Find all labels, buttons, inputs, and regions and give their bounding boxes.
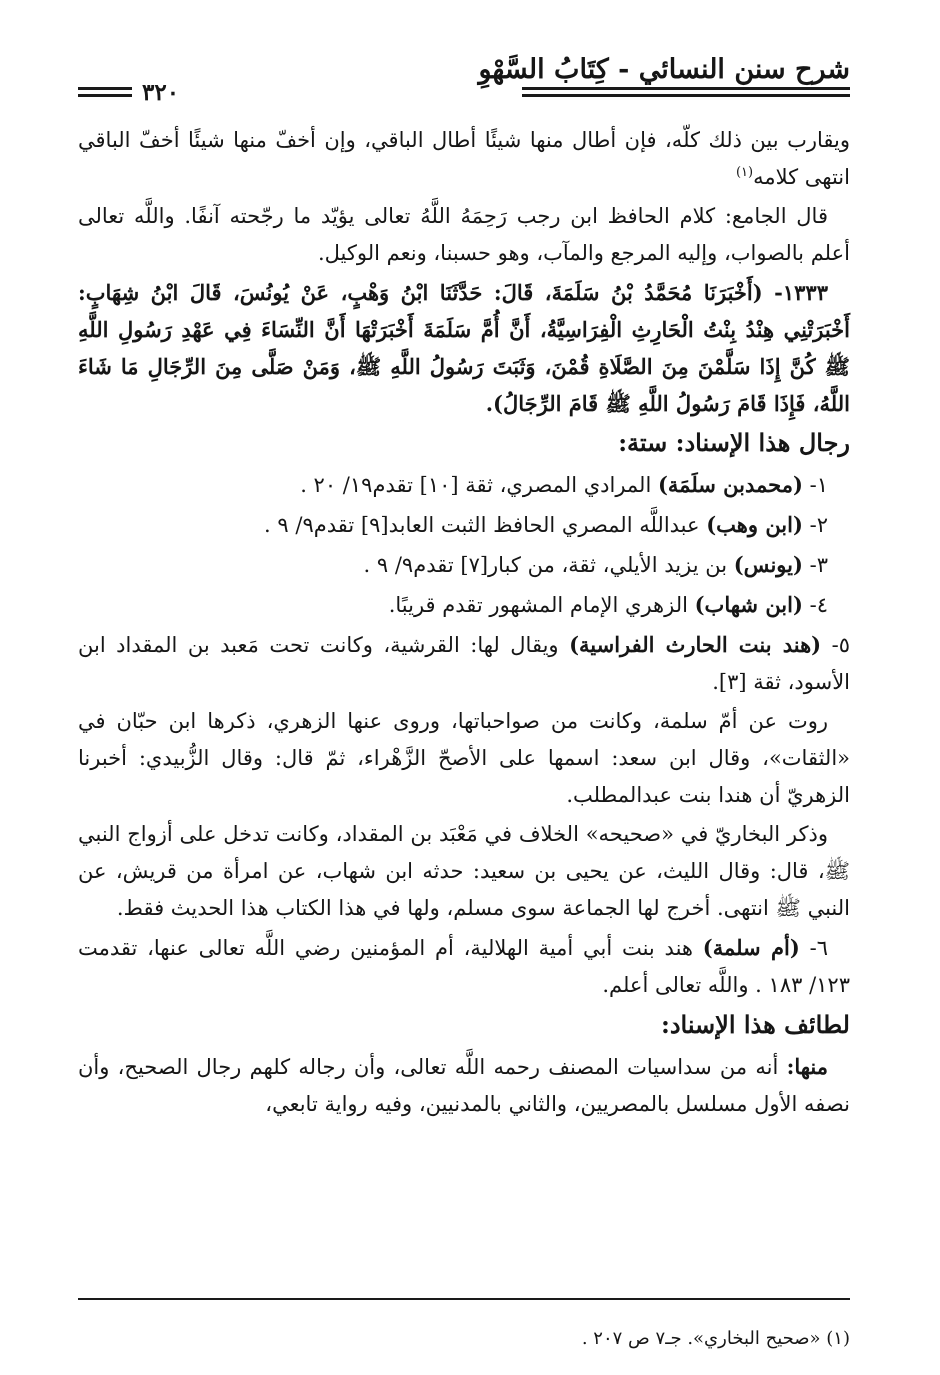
page-body <box>78 122 850 1125</box>
footnote-marker: (١) <box>735 165 754 180</box>
footnote-separator <box>78 1298 850 1300</box>
header-rule-top <box>522 87 850 90</box>
narrator-name: (محمدبن سلَمَة) <box>657 472 803 497</box>
narrator-name: (ابن شهاب) <box>694 592 803 617</box>
narrator-entry <box>78 546 850 584</box>
footnote: (١) «صحيح البخاري». جـ٧ ص ٢٠٧ . <box>581 1328 850 1349</box>
paragraph <box>78 122 850 196</box>
narrator-name: (أم سلمة) <box>702 935 800 960</box>
paragraph-text: أنه من سداسيات المصنف رحمه اللَّه تعالى، وأن رجاله كلهم رجال الصحيح، وأن نصفه الأول مسلسل بالمصريين، والثاني بالمدنيين، وفيه رواية تابعي، <box>78 1055 850 1116</box>
book-page <box>78 42 850 1349</box>
narrator-entry <box>78 586 850 624</box>
page-number: ٣٢٠ <box>142 79 180 106</box>
narrator-name: (ابن وهب) <box>706 512 803 537</box>
narrator-number: ٤- <box>809 593 828 617</box>
narrator-entry <box>78 466 850 504</box>
narrator-details: الزهري الإمام المشهور تقدم قريبًا. <box>388 593 688 617</box>
page-number-rule-top <box>78 87 132 90</box>
narrator-number: ١- <box>809 473 828 497</box>
narrator-name: (هند بنت الحارث الفراسية) <box>569 632 822 657</box>
paragraph: وذكر البخاريّ في «صحيحه» الخلاف في مَعْبَد بن المقداد، وكانت تدخل على أزواج النبي ﷺ، قال: وقال الليث، عن يحيى بن سعيد: حدثه ابن شهاب، عن امرأة من قريش، عن النبي ﷺ انتهى. أخرج لها الجماعة سوى مسلم، ولها في هذا الكتاب هذا الحديث فقط. <box>78 822 850 920</box>
narrator-number: ٦- <box>809 936 828 960</box>
narrator-entry <box>78 929 850 1004</box>
narrator-number: ٥- <box>831 633 850 657</box>
paragraph <box>78 1048 850 1123</box>
hadith-text: ١٣٣٣- (أَخْبَرَنَا مُحَمَّدُ بْنُ سَلَمَةَ، قَالَ: حَدَّثَنَا ابْنُ وَهْبٍ، عَنْ يُونُسَ، قَالَ ابْنُ شِهَابٍ: أَخْبَرَتْنِي هِنْدُ بِنْتُ الْحَارِثِ الْفِرَاسِيَّةُ، أَنَّ أُمَّ سَلَمَةَ أَخْبَرَتْهَا أَنَّ النِّسَاءَ فِي عَهْدِ رَسُولِ اللَّهِ ﷺ كُنَّ إِذَا سَلَّمْنَ مِنَ الصَّلَاةِ قُمْنَ، وَثَبَتَ رَسُولُ اللَّهِ ﷺ، وَمَنْ صَلَّى مِنَ الرِّجَالِ مَا شَاءَ اللَّهُ، فَإِذَا قَامَ رَسُولُ اللَّهِ ﷺ قَامَ الرِّجَالُ). <box>78 280 850 416</box>
paragraph: روت عن أمّ سلمة، وكانت من صواحباتها، وروى عنها الزهري، ذكرها ابن حبّان في «الثقات»، وقال ابن سعد: اسمها على الأصحّ الزَّهْراء، ثمّ قال: وقال الزُّبيدي: أخبرنا الزهريّ أن هندا بنت عبدالمطلب. <box>78 709 850 807</box>
section-heading-narrators: رجال هذا الإسناد: ستة: <box>618 428 850 457</box>
narrator-details: عبداللَّه المصري الحافظ الثبت العابد[٩] تقدم٩/ ٩ . <box>264 513 700 537</box>
section-heading-subtleties: لطائف هذا الإسناد: <box>660 1010 850 1039</box>
narrator-entry <box>78 626 850 701</box>
paragraph-text: ويقارب بين ذلك كلّه، فإن أطال منها شيئًا أطال الباقي، وإن أخفّ منها شيئًا أخفّ الباقي انتهى كلامه <box>78 128 850 189</box>
page-number-rule-bottom <box>78 94 132 97</box>
narrator-details: ويقال لها: القرشية، وكانت تحت مَعبد بن المقداد ابن الأسود، ثقة [٣]. <box>78 633 850 694</box>
header-rule-bottom <box>522 94 850 97</box>
paragraph: قال الجامع: كلام الحافظ ابن رجب رَحِمَهُ اللَّهُ تعالى يؤيّد ما رجّحته آنفًا. واللَّه تعالى أعلم بالصواب، وإليه المرجع والمآب، وهو حسبنا، ونعم الوكيل. <box>78 204 850 265</box>
narrator-entry <box>78 506 850 544</box>
narrator-details: هند بنت أبي أمية الهلالية، أم المؤمنين رضي اللَّه تعالى عنها، تقدمت ١٢٣/ ١٨٣ . واللَّه تعالى أعلم. <box>78 936 850 997</box>
running-header-title: شرح سنن النسائي - كِتَابُ السَّهْوِ <box>478 54 850 85</box>
narrator-details: بن يزيد الأيلي، ثقة، من كبار[٧] تقدم٩/ ٩ . <box>363 553 728 577</box>
narrator-details: المرادي المصري، ثقة [١٠] تقدم١٩/ ٢٠ . <box>300 473 652 497</box>
narrator-number: ٢- <box>809 513 828 537</box>
narrator-name: (يونس) <box>733 552 803 577</box>
narrator-number: ٣- <box>809 553 828 577</box>
lead-word: منها: <box>786 1054 828 1079</box>
